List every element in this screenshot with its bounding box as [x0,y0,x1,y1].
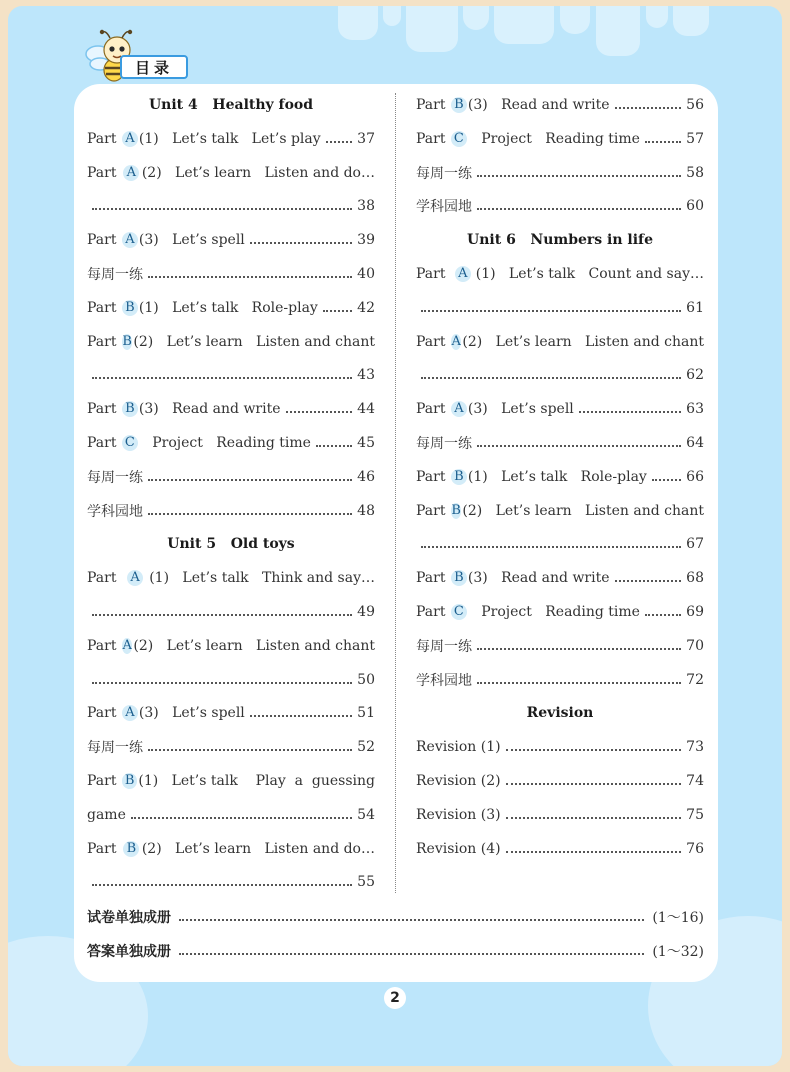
unit-heading [87,531,375,557]
decor-drip [560,6,590,34]
entry-label: Part [87,840,121,857]
entry-title: (3) Let’s spell [138,705,245,722]
entry-label: Part [416,130,450,147]
entry-label: 每周一练 [87,740,143,757]
entry-label: Revision (4) [416,840,501,857]
booklet-row [87,938,704,964]
unit-heading [416,227,704,253]
entry-title: (3) Let’s spell [467,401,574,418]
dot-leader [92,884,352,886]
page-number-ref: 37 [357,130,375,147]
page-number: 2 [384,987,406,1009]
toc-row [416,160,704,186]
decor-drip [463,6,489,30]
toc-row [87,160,375,186]
toc-row [87,227,375,253]
entry-label: Part [87,401,121,418]
dot-leader [421,377,681,379]
entry-label: Part [87,705,121,722]
dot-leader [179,919,644,921]
booklet-page-range: (1～16) [652,910,704,926]
toc-row [87,734,375,760]
dot-leader [148,513,352,515]
dot-leader [506,851,682,853]
toc-row [416,193,704,219]
dot-leader [131,817,352,819]
entry-label: 每周一练 [87,267,143,283]
page-number-ref: 63 [686,401,704,418]
entry-label: 学科园地 [416,672,472,689]
entry-label: Part [416,468,450,485]
part-letter-badge: A [127,570,143,586]
toc-row [87,768,375,794]
entry-label: Part [87,570,121,587]
page-number-ref: 72 [686,671,704,688]
entry-label: Part [416,266,450,282]
part-letter-badge: A [451,333,461,349]
entry-label: Part [416,604,450,620]
page-number-ref: 50 [357,671,375,688]
page-number-ref: 68 [686,570,704,587]
entry-title: (2) Let’s learn Listen and do… [141,840,375,857]
entry-label: Part [87,232,121,249]
toc-row [87,396,375,422]
page-number-ref: 58 [686,164,704,181]
entry-title: (2) Let’s learn Listen and chant [133,333,375,350]
toc-row [416,734,704,760]
dot-leader [250,242,352,244]
toc-row [416,464,704,490]
entry-title: (2) Let’s learn Listen and chant [133,637,375,654]
entry-title: (2) Let’s learn Listen and chant [462,333,704,350]
dot-leader [148,749,352,751]
page-number-ref: 73 [686,739,704,756]
entry-label: 学科园地 [87,503,143,520]
entry-title: (3) Read and write [467,570,610,587]
entry-label: Part [416,401,450,418]
toc-row [416,531,704,557]
dot-leader [506,749,682,751]
dot-leader [615,107,682,109]
entry-label: Part [87,637,121,654]
toc-row [416,498,704,524]
part-letter-badge: B [451,502,461,518]
page-number-ref: 45 [357,435,375,451]
entry-title: (1) Let’s talk Role-play [138,299,318,316]
page-number-ref: 67 [686,536,704,553]
dot-leader [421,310,681,312]
toc-row [416,565,704,591]
dot-leader [477,445,681,447]
dot-leader [326,141,353,143]
dot-leader [645,614,681,616]
dot-leader [579,411,681,413]
entry-title: (1) Let’s talk Role-play [467,468,647,485]
entry-label: Part [416,333,450,350]
dot-leader [179,953,644,955]
entry-label: 每周一练 [416,638,472,655]
booklet-page-range: (1～32) [652,944,704,960]
toc-row [87,633,375,659]
part-letter-badge: B [451,469,467,485]
dot-leader [250,715,352,717]
booklet-row [87,904,704,930]
part-letter-badge: A [451,401,467,417]
toc-row [87,869,375,895]
toc-row [416,633,704,659]
toc-row [87,430,375,456]
unit-heading-text: Revision [526,705,594,722]
entry-label: 每周一练 [416,436,472,452]
part-letter-badge: B [122,401,138,417]
page-number-ref: 48 [357,502,375,519]
toc-row [87,802,375,828]
page-number-ref: 43 [357,367,375,384]
part-letter-badge: B [122,300,138,316]
decor-drip [596,6,640,56]
entry-title: (3) Read and write [138,401,281,418]
page-number-ref: 74 [686,773,704,789]
part-letter-badge: B [122,333,132,349]
dot-leader [92,614,352,616]
decor-drip [406,6,458,52]
dot-leader [506,817,682,819]
unit-heading [87,92,375,118]
dot-leader [645,141,681,143]
decor-drip [646,6,668,28]
entry-label: 每周一练 [416,165,472,182]
decor-drip [338,6,378,40]
part-letter-badge: C [451,604,467,620]
page-number-ref: 44 [357,401,375,418]
part-letter-badge: B [122,773,137,789]
page-number-ref: 61 [686,299,704,316]
entry-label: 学科园地 [416,199,472,216]
entry-label: Part [87,299,121,316]
entry-label: Part [416,502,450,519]
unit-heading-text: Unit 5 Old toys [167,536,295,553]
dot-leader [148,479,352,481]
entry-label: game [87,806,126,823]
toc-row [87,126,375,152]
entry-label: Part [87,333,121,350]
part-letter-badge: B [123,841,139,857]
dot-leader [92,377,352,379]
entry-label: Revision (2) [416,773,501,789]
unit-heading-text: Unit 6 Numbers in life [467,232,653,249]
dot-leader [477,682,681,684]
page-title: 目录 [135,59,174,77]
toc-row [416,92,704,118]
toc-row [87,498,375,524]
page-number-ref: 46 [357,468,375,485]
dot-leader [92,208,352,210]
decor-drip [673,6,709,36]
toc-row [416,329,704,355]
toc-row [87,193,375,219]
entry-label: 每周一练 [87,469,143,486]
part-letter-badge: C [122,435,138,451]
page-number-ref: 60 [686,198,704,215]
toc-row [87,362,375,388]
entry-title: (1) Let’s talk Play a guessing [138,773,375,789]
dot-leader [477,208,681,210]
dot-leader [92,682,352,684]
toc-row [87,565,375,591]
toc-row [416,362,704,388]
toc-row [87,599,375,625]
part-letter-badge: A [122,131,138,147]
entry-title: Project Reading time [138,435,311,451]
page-number-ref: 56 [686,97,704,113]
part-letter-badge: C [451,131,467,147]
toc-row [416,599,704,625]
unit-heading [416,700,704,726]
decor-drip [383,6,401,26]
toc-row [416,430,704,456]
entry-title: (2) Let’s learn Listen and do… [141,164,375,181]
toc-row [87,261,375,287]
page-number-ref: 76 [686,840,704,857]
decor-drip [494,6,554,44]
page-number-ref: 54 [357,806,375,823]
page-number-ref: 55 [357,874,375,891]
page-number-ref: 49 [357,604,375,620]
part-letter-badge: B [451,97,467,113]
toc-row [87,700,375,726]
page-number-ref: 62 [686,367,704,384]
dot-leader [148,276,352,278]
page-number-ref: 64 [686,435,704,451]
entry-label: Revision (3) [416,806,501,823]
toc-row [87,464,375,490]
toc-row [416,768,704,794]
toc-row [87,667,375,693]
entry-title: (3) Read and write [467,97,610,113]
entry-title: (1) Let’s talk Count and say… [475,266,704,282]
entry-label: Part [416,570,450,587]
dot-leader [477,648,681,650]
dot-leader [506,783,682,785]
toc-row [87,329,375,355]
page-number-ref: 52 [357,739,375,756]
entry-title: (1) Let’s talk Let’s play [138,130,321,147]
page-number-ref: 70 [686,637,704,654]
page-number-ref: 51 [357,705,375,722]
toc-row [416,261,704,287]
part-letter-badge: A [455,266,471,282]
entry-label: Part [87,164,121,181]
part-letter-badge: B [451,570,467,586]
part-letter-badge: A [122,637,132,653]
dot-leader [286,411,353,413]
toc-row [416,396,704,422]
page-number-ref: 42 [357,299,375,316]
dot-leader [421,546,681,548]
part-letter-badge: A [122,232,138,248]
dot-leader [477,175,681,177]
page-number-ref: 39 [357,232,375,249]
booklet-label: 试卷单独成册 [87,910,171,926]
entry-title: Project Reading time [467,130,640,147]
page-number-ref: 40 [357,266,375,282]
toc-row [416,295,704,321]
booklet-label: 答案单独成册 [87,944,171,960]
dot-leader [652,479,681,481]
page-number-ref: 66 [686,468,704,485]
page-number-ref: 75 [686,806,704,823]
entry-label: Part [87,773,121,789]
toc-row [416,126,704,152]
entry-title: Project Reading time [467,604,640,620]
entry-label: Revision (1) [416,739,501,756]
entry-label: Part [416,97,450,113]
dot-leader [316,445,352,447]
page-number-ref: 57 [686,130,704,147]
toc-row [87,295,375,321]
entry-label: Part [87,130,121,147]
toc-row [416,667,704,693]
unit-heading-text: Unit 4 Healthy food [148,97,314,113]
entry-title: (2) Let’s learn Listen and chant [462,502,704,519]
entry-label: Part [87,435,121,451]
toc-row [87,836,375,862]
dot-leader [323,310,352,312]
page-number-ref: 69 [686,604,704,620]
column-divider [395,93,396,893]
part-letter-badge: A [123,165,139,181]
part-letter-badge: A [122,705,138,721]
toc-row [416,836,704,862]
toc-row [416,802,704,828]
entry-title: (1) Let’s talk Think and say… [149,570,375,587]
page-number-ref: 38 [357,198,375,215]
entry-title: (3) Let’s spell [138,232,245,249]
dot-leader [615,580,682,582]
